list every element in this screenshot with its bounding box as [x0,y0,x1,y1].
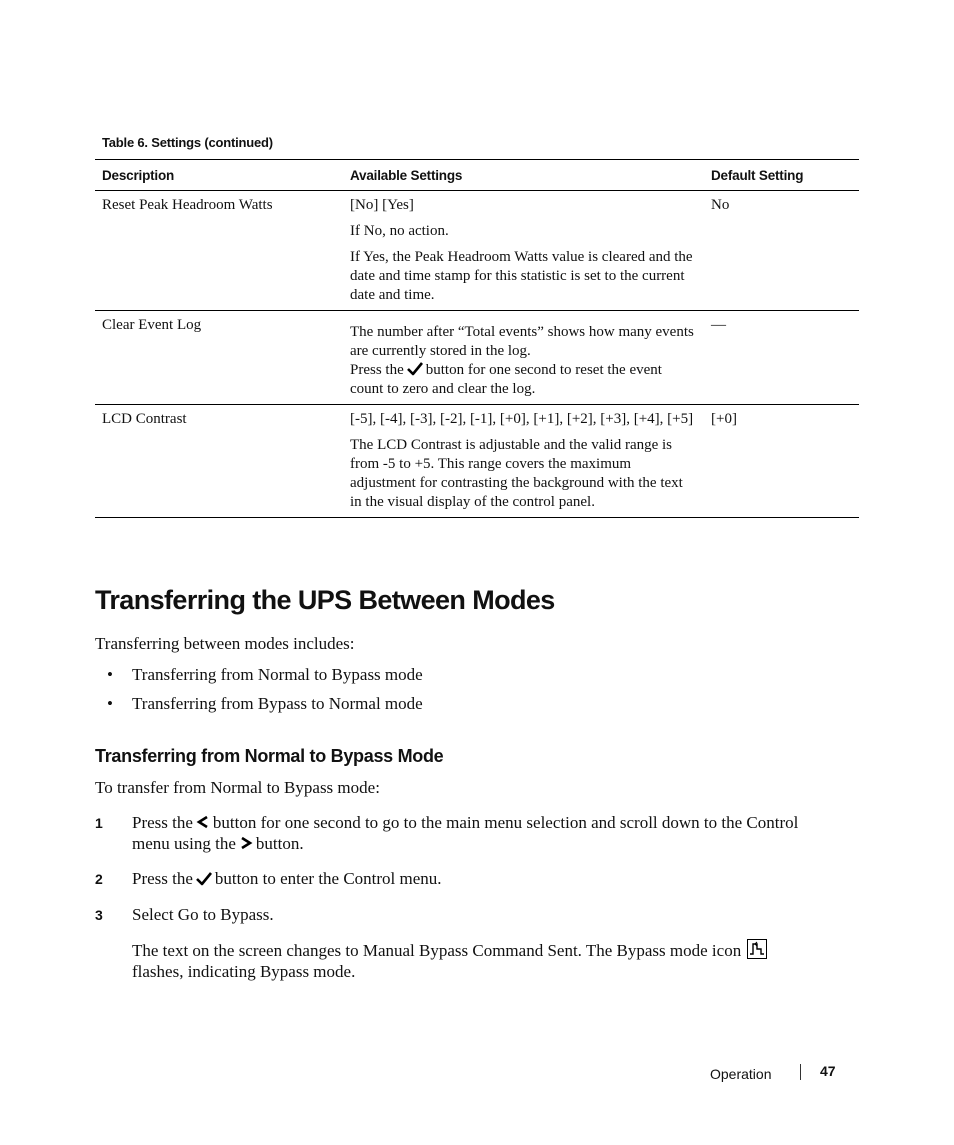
step-text: Press the [132,869,193,888]
step-3 [95,904,815,982]
subsection-intro: To transfer from Normal to Bypass mode: [95,778,380,797]
list-item [107,693,423,722]
list-item-text: Transferring from Normal to Bypass mode [132,665,423,684]
after-text: button for one second to reset the event count to zero and clear the log. [350,362,662,397]
page-number: 47 [820,1063,836,1079]
table-row [95,311,859,405]
column-header-available-settings: Available Settings [343,160,704,191]
bullet-marker: • [107,694,113,713]
step-note [132,939,815,982]
step-text: button for one second to go to the main menu selection and scroll down to the Control menu using the [132,813,799,853]
step-1 [95,812,815,854]
row-default: — [704,311,859,405]
settings-options: [No] [Yes] [350,197,414,213]
table-row [95,191,859,311]
settings-note: If No, no action. [350,223,449,239]
row-settings [343,311,704,405]
step-note-text: flashes, indicating Bypass mode. [132,962,356,981]
row-settings [343,405,704,518]
check-icon [196,872,212,886]
settings-note: If Yes, the Peak Headroom Watts value is cleared and the date and time stamp for this statistic is set to the current date and time. [350,249,693,303]
list-item [107,664,423,693]
mode-list [107,664,423,722]
footer-divider [800,1064,801,1080]
row-default: No [704,191,859,311]
settings-note: The LCD Contrast is adjustable and the valid range is from -5 to +5. This range covers the maximum adjustment for contrasting the background with the text in the visual display of the control panel. [350,437,683,510]
step-2 [95,868,815,889]
step-text: Press the [132,813,193,832]
subsection-title: Transferring from Normal to Bypass Mode [95,746,444,766]
settings-note [350,361,697,399]
step-note-text: The text on the screen changes to Manual Bypass Command Sent. The Bypass mode icon [132,941,742,960]
settings-note: The number after “Total events” shows how many events are currently stored in the log. [350,324,694,359]
section-title: Transferring the UPS Between Modes [95,585,555,615]
step-text: button to enter the Control menu. [214,869,442,888]
column-header-description: Description [95,160,343,191]
chevron-left-icon [196,815,210,829]
row-description: Reset Peak Headroom Watts [95,191,343,311]
section-intro: Transferring between modes includes: [95,634,355,653]
check-icon [407,362,423,376]
footer-section: Operation [710,1066,772,1082]
press-text: Press the [350,362,404,378]
row-description: Clear Event Log [95,311,343,405]
table-row [95,405,859,518]
row-description: LCD Contrast [102,411,187,427]
settings-options: [-5], [-4], [-3], [-2], [-1], [+0], [+1], [+2], [+3], [+4], [+5] [350,411,694,427]
list-item-text: Transferring from Bypass to Normal mode [132,694,423,713]
chevron-right-icon [239,836,253,850]
step-text: button. [255,834,304,853]
step-text: Select Go to Bypass. [132,905,274,924]
bullet-marker: • [107,665,113,684]
step-number: 2 [95,871,103,887]
settings-table [95,159,859,518]
row-settings [343,191,704,311]
step-number: 1 [95,815,103,831]
step-number: 3 [95,907,103,923]
column-header-default-setting: Default Setting [704,160,859,191]
table-caption: Table 6. Settings (continued) [102,135,273,150]
bypass-mode-icon [747,939,767,959]
row-default: [+0] [711,411,737,427]
